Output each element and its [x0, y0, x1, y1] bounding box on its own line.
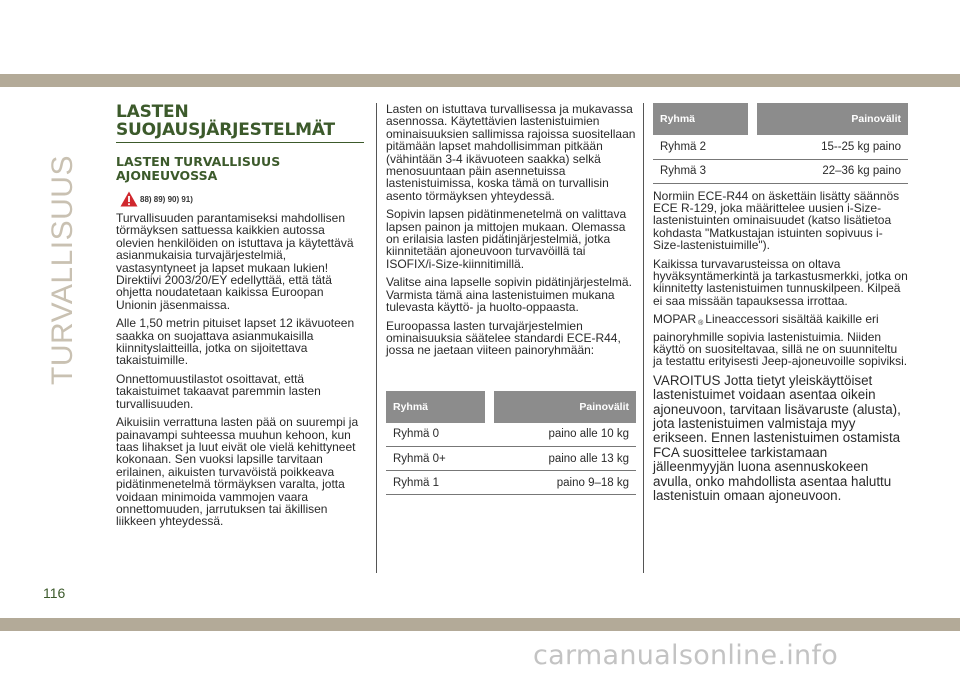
cell-group: Ryhmä 0+: [386, 447, 489, 471]
table-row: [653, 135, 908, 159]
table-row: [386, 423, 636, 447]
column-1: [116, 103, 364, 534]
cell-weight: 22–36 kg paino: [752, 159, 908, 183]
paragraph: Onnettomuustilastot osoittavat, että takaistuimet takaavat paremmin lasten turvallisuuden.: [116, 371, 321, 411]
registered-symbol: ®: [698, 320, 704, 328]
mopar-paragraph: [653, 313, 908, 368]
cell-group: Ryhmä 1: [386, 471, 489, 495]
page-number: 116: [43, 585, 66, 601]
header-group: Ryhmä: [386, 391, 489, 423]
mopar-brand: MOPAR: [653, 312, 697, 327]
warning-note: VAROITUS Jotta tietyt yleiskäyttöiset lastenistuimet voidaan asentaa oikein ajoneuvoon, tarvitaan lisävaruste (alusta), jota lastenistuimen valmistaja myy erikseen. Ennen lastenistuimen ostamista FCA suosittelee tarkistamaan jälleenmyyjän luona asennuskokeen avulla, onko mahdollista asentaa haluttu lastenistuin omaan ajoneuvoon.: [653, 372, 901, 504]
header-group: Ryhmä: [653, 103, 752, 135]
cell-weight: paino alle 10 kg: [489, 423, 636, 447]
table-row: [653, 159, 908, 183]
paragraph: Lasten on istuttava turvallisessa ja mukavassa asennossa. Käytettävien lastenistuimien ominaisuuksien sallimissa rajoissa suositellaan pitämään lapset mahdollisimman pitkään (vähintään 3-4 ikävuoteen saakka) selkä menosuuntaan päin asennetuissa lastenistuimissa, koska tämä on turvallisin asento törmäyksen yhteydessä.: [386, 102, 636, 203]
weight-group-table: [386, 391, 636, 496]
paragraph: Kaikissa turvavarusteissa on oltava hyväksyntämerkintä ja tarkastusmerkki, jotka on kiinnitetty lastenistuimen tunnuskilpeen. Kilpeä ei saa missään tapauksessa irrottaa.: [653, 256, 908, 308]
cell-weight: paino alle 13 kg: [489, 447, 636, 471]
cell-group: Ryhmä 0: [386, 423, 489, 447]
paragraph: Turvallisuuden parantamiseksi mahdollisen törmäyksen sattuessa kaikkien autossa olevien henkilöiden on istuttava ja käytettävä asianmukaisia turvajärjestelmiä, vastasyntyneet ja lapset mukaan lukien! Direktiivi 2003/20/EY edellyttää, että tätä ohjetta noudatetaan kaikissa Euroopan Unionin jäsenmaissa.: [116, 211, 354, 312]
cell-group: Ryhmä 3: [653, 159, 752, 183]
watermark: carmanualsonline.info: [533, 640, 839, 671]
warning-reference: [120, 191, 364, 207]
column-divider: [643, 103, 644, 573]
column-3: [653, 103, 908, 509]
warning-triangle-icon: [120, 191, 138, 207]
weight-group-table-continued: [653, 103, 908, 184]
column-divider: [376, 103, 377, 573]
table-row: [386, 471, 636, 495]
section-heading: LASTEN SUOJAUSJÄRJESTELMÄT: [116, 103, 364, 143]
cell-group: Ryhmä 2: [653, 135, 752, 159]
paragraph: Sopivin lapsen pidätinmenetelmä on valittava lapsen painon ja mittojen mukaan. Olemassa on erilaisia lasten pidätinjärjestelmiä, jotka kiinnitetään ajoneuvoon turvavöillä tai ISOFIX/i-Size-kiinnitimillä.: [386, 207, 627, 271]
warning-refs: 88) 89) 90) 91): [140, 194, 193, 204]
top-band: [0, 74, 960, 87]
table-header-row: [386, 391, 636, 423]
paragraph: Euroopassa lasten turvajärjestelmien ominaisuuksia säätelee standardi ECE-R44, jossa ne jaetaan viiteen painoryhmään:: [386, 318, 621, 358]
column-2: [386, 103, 636, 495]
paragraph: Valitse aina lapselle sopivin pidätinjärjestelmä. Varmista tämä aina lastenistuimen mukana tulevasta käyttö- ja huolto-oppaasta.: [386, 275, 632, 315]
paragraph: Alle 1,50 metrin pituiset lapset 12 ikävuoteen saakka on suojattava asianmukaisilla kiinnityslaitteilla, jotka on sijoitettava takaistuimille.: [116, 316, 355, 368]
cell-weight: paino 9–18 kg: [489, 471, 636, 495]
header-weight: Painovälit: [489, 391, 636, 423]
header-weight: Painovälit: [752, 103, 908, 135]
paragraph: Aikuisiin verrattuna lasten pää on suurempi ja painavampi suhteessa muuhun kehoon, kun taas lihakset ja luut eivät ole vielä kehittyneet kokonaan. Sen vuoksi lapsille tarvitaan erilainen, aikuisten turvavöistä poikkeava pidätinmenetelmä törmäyksen varalta, jotta voidaan minimoida vammojen vaara onnettomuuden, jarrutuksen tai äkillisen liikkeen yhteydessä.: [116, 415, 359, 529]
subsection-heading: LASTEN TURVALLISUUS AJONEUVOSSA: [116, 154, 281, 183]
mopar-text: Lineaccessori sisältää kaikille eri painoryhmille sopivia lastenistuimia. Niiden käyttö on suositeltavaa, sillä ne on suunniteltu ja testattu erityisesti Jeep-ajoneuvoille sopiviksi.: [653, 312, 908, 369]
bottom-band: [0, 618, 960, 631]
table-header-row: [653, 103, 908, 135]
table-row: [386, 447, 636, 471]
paragraph: Normiin ECE-R44 on äskettäin lisätty säännös ECE R-129, joka määrittelee uusien i-Size-lastenistuinten ominaisuudet (katso lisätietoa kohdasta "Matkustajan istuinten sopivuus i-Size-lastenistuimille").: [653, 188, 900, 253]
cell-weight: 15--25 kg paino: [752, 135, 908, 159]
section-side-label: TURVALLISUUS: [46, 155, 79, 385]
